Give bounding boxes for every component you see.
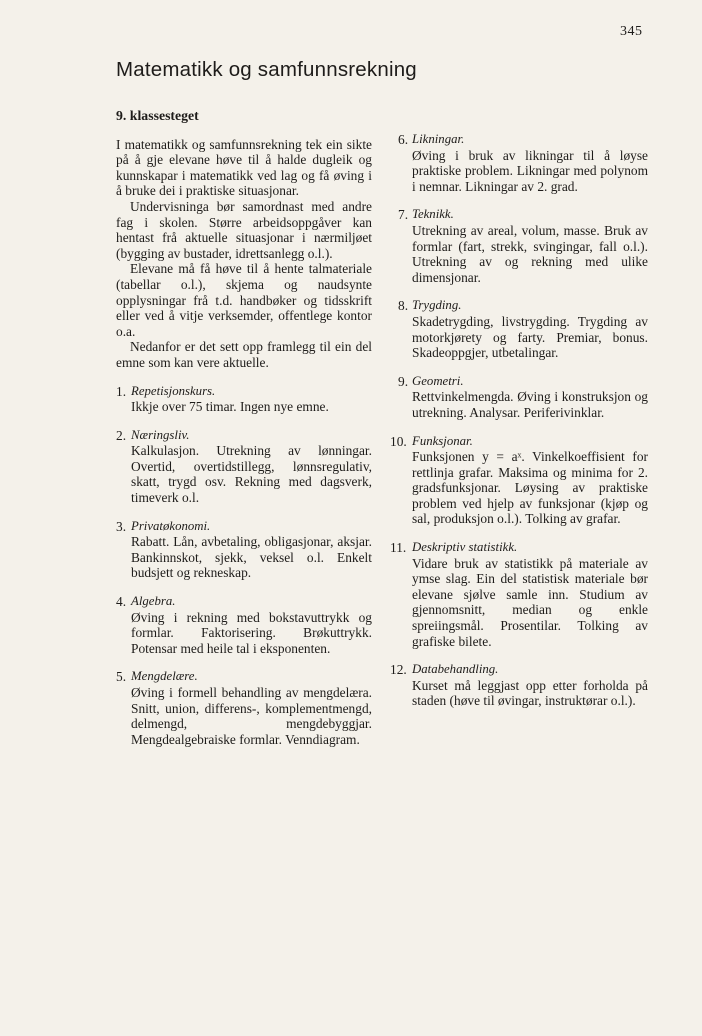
intro-paragraph: Undervisninga bør samordnast med andre fag i skolen. Større arbeidsoppgåver kan hentast frå aktuelle situasjonar i nærmiljøet (bygging av bustader, idrettsanlegg o.l.).	[116, 198, 372, 261]
topic-number: 7.	[398, 207, 409, 223]
topic-body: Funksjonen y = aˣ. Vinkelkoeffisient for rettlinja grafar. Maksima og minima for 2. gradsfunksjonar. Løysing av praktiske problem ved hjelp av funksjonar (kjøp og sal, produksjon o.l.). Tolking av grafar.	[412, 449, 648, 527]
intro-paragraph: I matematikk og samfunnsrekning tek ein sikte på å gje elevane høve til å halde dugleik og kunnskapar i matematikk ved lag og få øving i å bruke dei i praktiske situasjonar.	[116, 136, 372, 199]
topic-item	[116, 519, 372, 581]
topic-title: Databehandling.	[412, 662, 499, 677]
page-number: 345	[620, 24, 643, 39]
topic-item	[390, 662, 648, 709]
topic-title: Likningar.	[412, 132, 465, 146]
intro-paragraph: Elevane må få høve til å hente talmateriale (tabellar o.l.), skjema og naudsynte opplysningar frå t.d. handbøker og tidsskrift eller ved å vitje verksemder, offentlege kontor o.a.	[116, 261, 372, 339]
topic-body: Øving i bruk av likningar til å løyse praktiske problem. Likningar med polynom i nemnar. Likningar av 2. grad.	[412, 147, 648, 194]
topic-item	[390, 540, 648, 649]
topic-title: Teknikk.	[412, 207, 454, 222]
topic-title: Næringsliv.	[131, 427, 190, 442]
section-heading: 9. klassesteget	[116, 108, 199, 123]
topic-title: Funksjonar.	[412, 433, 473, 448]
topic-number: 11.	[390, 540, 407, 556]
topic-number: 1.	[116, 383, 127, 399]
topic-item	[390, 433, 648, 528]
intro-text	[116, 137, 372, 371]
topic-body: Utrekning av areal, volum, masse. Bruk av formlar (fart, strekk, svingingar, fall o.l.). Utrekning av og rekning med ulike dimensjonar.	[412, 222, 648, 285]
topic-body: Rabatt. Lån, avbetaling, obligasjonar, aksjar. Bankinnskot, sjekk, veksel o.l. Enkelt budsjett og rekneskap.	[131, 534, 372, 581]
topic-title: Trygding.	[412, 298, 462, 313]
topic-number: 4.	[116, 594, 127, 610]
topic-number: 5.	[116, 669, 127, 685]
page-title: Matematikk og samfunnsrekning	[116, 58, 417, 81]
topic-item	[116, 428, 372, 506]
topic-item	[116, 669, 372, 747]
topic-item	[398, 132, 648, 194]
topic-body: Rettvinkelmengda. Øving i konstruksjon og utrekning. Analysar. Periferivinklar.	[412, 389, 648, 420]
topic-title: Algebra.	[131, 594, 176, 609]
topic-number: 6.	[398, 132, 409, 147]
topic-body: Skadetrygding, livstrygding. Trygding av motorkjørety og farty. Premiar, bonus. Skadeoppgjer, utbetalingar.	[412, 313, 648, 361]
topic-title: Deskriptiv statistikk.	[412, 540, 518, 555]
topic-number: 12.	[390, 662, 407, 678]
topic-title: Mengdelære.	[131, 669, 198, 684]
topic-body: Vidare bruk av statistikk på materiale av ymse slag. Ein del statistisk materiale bør elevane sjølve samle inn. Studium av gjennomsnitt, median og enkle spreiingsmål. Prosentilar. Tolking av grafiske bilete.	[412, 555, 648, 649]
topic-body: Øving i rekning med bokstavuttrykk og formlar. Faktorisering. Brøkuttrykk. Potensar med heile tal i eksponenten.	[131, 609, 372, 656]
topic-body: Kurset må leggjast opp etter forholda på staden (høve til øvingar, instruktørar o.l.).	[412, 677, 648, 709]
topic-item	[116, 594, 372, 656]
topic-number: 3.	[116, 518, 127, 534]
intro-paragraph: Nedanfor er det sett opp framlegg til ein del emne som kan vere aktuelle.	[116, 339, 372, 370]
right-column	[390, 132, 648, 722]
topic-title: Repetisjonskurs.	[131, 383, 216, 398]
topic-body: Øving i formell behandling av mengdelæra. Snitt, union, differens-, komplementmengd, delmengd, mengdebyggjar. Mengdealgebraiske formlar. Venndiagram.	[131, 685, 372, 747]
topic-number: 10.	[390, 433, 407, 449]
topic-title: Privatøkonomi.	[131, 518, 211, 533]
left-column	[116, 108, 372, 760]
topic-title: Geometri.	[412, 373, 464, 388]
topic-item	[398, 207, 648, 285]
topic-item	[116, 384, 372, 415]
topic-item	[398, 374, 648, 421]
topic-body: Ikkje over 75 timar. Ingen nye emne.	[131, 399, 329, 415]
topic-number: 2.	[116, 427, 127, 443]
topic-item	[398, 298, 648, 360]
topic-number: 9.	[398, 373, 409, 389]
topic-number: 8.	[398, 298, 409, 314]
topic-body: Kalkulasjon. Utrekning av lønningar. Overtid, overtidstillegg, lønnsregulativ, skatt, trygd osv. Rekning med dagsverk, timeverk o.l.	[131, 443, 372, 506]
